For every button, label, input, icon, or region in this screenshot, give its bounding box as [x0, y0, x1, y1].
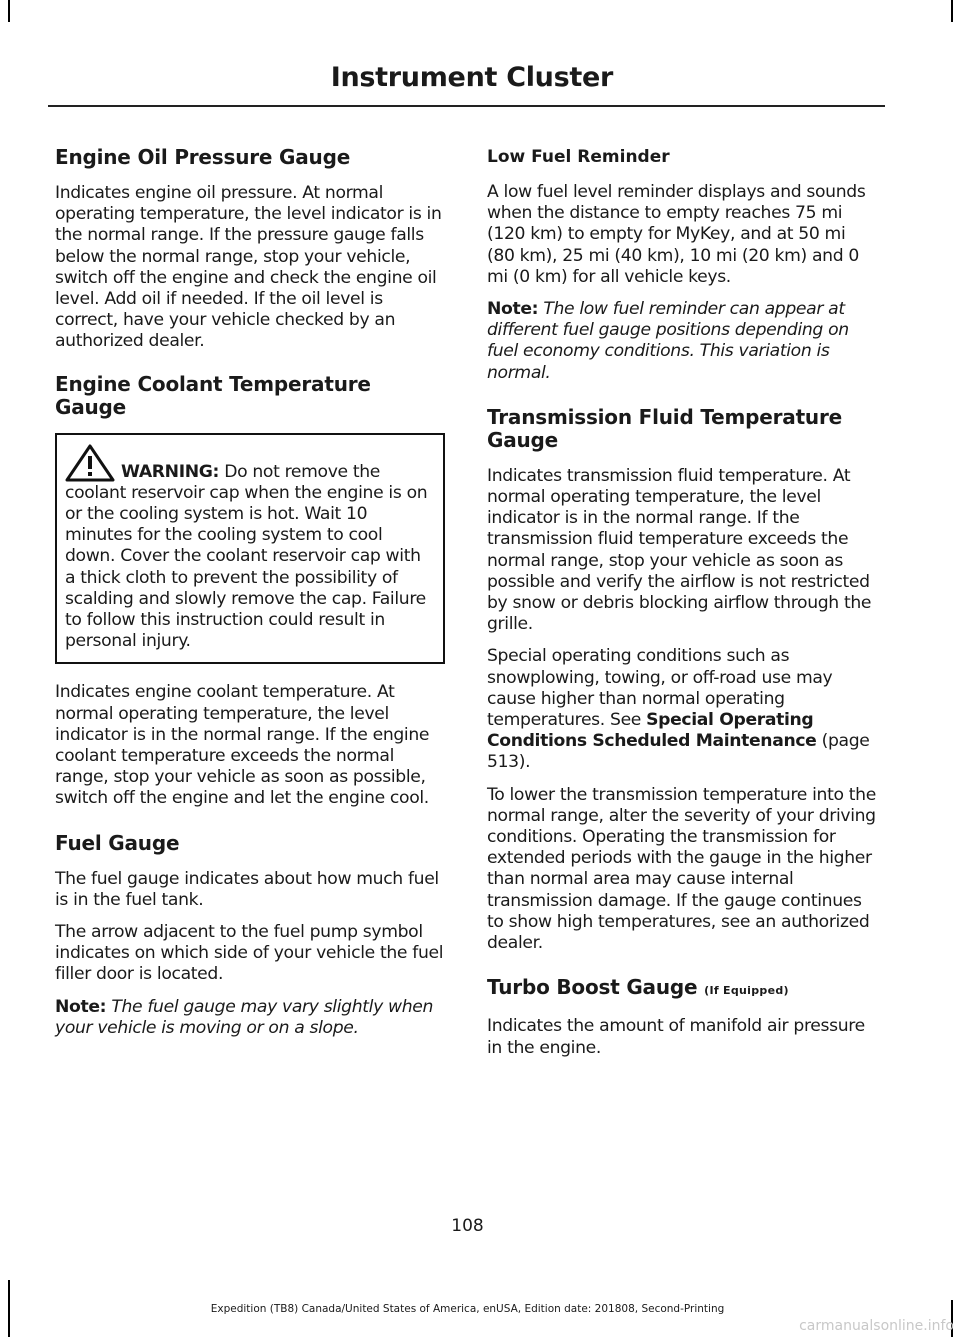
fuel-gauge-heading: Fuel Gauge [55, 830, 180, 855]
turbo-heading-text: Turbo Boost Gauge [487, 975, 698, 1000]
note-label: Note: [487, 299, 539, 320]
transmission-body-1: Indicates transmission fluid temperature. At normal operating temperature, the level indicator is in the normal range. If the transmission fluid temperature exceeds the normal range, stop your vehicle as soon as possible and verify the airflow is not restricted by snow or debris blocking airflow through the grille. [487, 465, 872, 635]
coolant-body: Indicates engine coolant temperature. At normal operating temperature, the level indicator is in the normal range. If the engine coolant temperature exceeds the normal range, stop your vehicle as soon as possible, switch off the engine and let the engine cool. [55, 682, 430, 809]
turbo-qualifier: (If Equipped) [704, 984, 789, 998]
transmission-body-2 [487, 646, 877, 773]
note-text: The fuel gauge may vary slightly when your vehicle is moving or on a slope. [55, 996, 434, 1038]
coolant-heading: Engine Coolant Temperature Gauge [55, 371, 371, 419]
fuel-gauge-note [55, 997, 445, 1039]
oil-pressure-heading: Engine Oil Pressure Gauge [55, 145, 351, 169]
low-fuel-note [487, 299, 877, 384]
page-header-title: Instrument Cluster [330, 62, 613, 93]
note-text: The low fuel reminder can appear at different fuel gauge positions depending on fuel economy conditions. This variation is normal. [487, 299, 849, 383]
fuel-gauge-body-2: The arrow adjacent to the fuel pump symbol indicates on which side of your vehicle the fuel filler door is located. [55, 922, 444, 985]
left-column [55, 146, 445, 1050]
header-divider [48, 105, 885, 107]
warning-text: Do not remove the coolant reservoir cap when the engine is on or the cooling system is hot. Wait 10 minutes for the cooling system to cool down. Cover the coolant reservoir cap with a thick cloth to prevent the possibility of scalding and slowly remove the cap. Failure to follow this instruction could result in personal injury. [65, 461, 428, 652]
warning-label: WARNING: [121, 461, 220, 482]
transmission-heading: Transmission Fluid Temperature Gauge [487, 404, 842, 452]
low-fuel-body: A low fuel level reminder displays and sounds when the distance to empty reaches 75 mi (120 km) to empty for MyKey, and at 50 mi (80 km), 25 mi (40 km), 10 mi (20 km) and 0 mi (0 km) for all vehicle keys. [487, 182, 866, 287]
right-column [487, 146, 877, 1070]
crop-mark [8, 0, 10, 22]
fuel-gauge-body-1: The fuel gauge indicates about how much fuel is in the fuel tank. [55, 868, 439, 910]
page-number: 108 [451, 1216, 484, 1236]
warning-box [55, 433, 445, 665]
note-label: Note: [55, 996, 107, 1017]
turbo-body: Indicates the amount of manifold air pressure in the engine. [487, 1016, 865, 1058]
low-fuel-heading: Low Fuel Reminder [487, 147, 670, 167]
page-reference: (page 513). [487, 731, 870, 773]
watermark: carmanualsonline.info [799, 1318, 954, 1334]
warning-paragraph [65, 443, 435, 653]
oil-pressure-body: Indicates engine oil pressure. At normal operating temperature, the level indicator is in the normal range. If the pressure gauge falls below the normal range, stop your vehicle, switch off the engine and check the engine oil level. Add oil if needed. If the oil level is correct, have your vehicle checked by an authorized dealer. [55, 183, 442, 352]
warning-triangle-icon [65, 443, 121, 483]
crop-mark [951, 0, 953, 22]
transmission-body-2-text: Special operating conditions such as snowplowing, towing, or off-road use may cause higher than normal operating temperatures. See [487, 646, 833, 731]
footer-text: Expedition (TB8) Canada/United States of America, enUSA, Edition date: 201808, Second-Printing [210, 1303, 725, 1315]
transmission-body-3: To lower the transmission temperature into the normal range, alter the severity of your driving conditions. Operating the transmission for extended periods with the gauge in the higher than normal area may cause internal transmission damage. If the gauge continues to show high temperatures, see an authorized dealer. [487, 784, 876, 954]
turbo-heading [487, 976, 877, 1002]
special-operating-conditions-link[interactable]: Special Operating Conditions Scheduled Maintenance [487, 710, 817, 752]
